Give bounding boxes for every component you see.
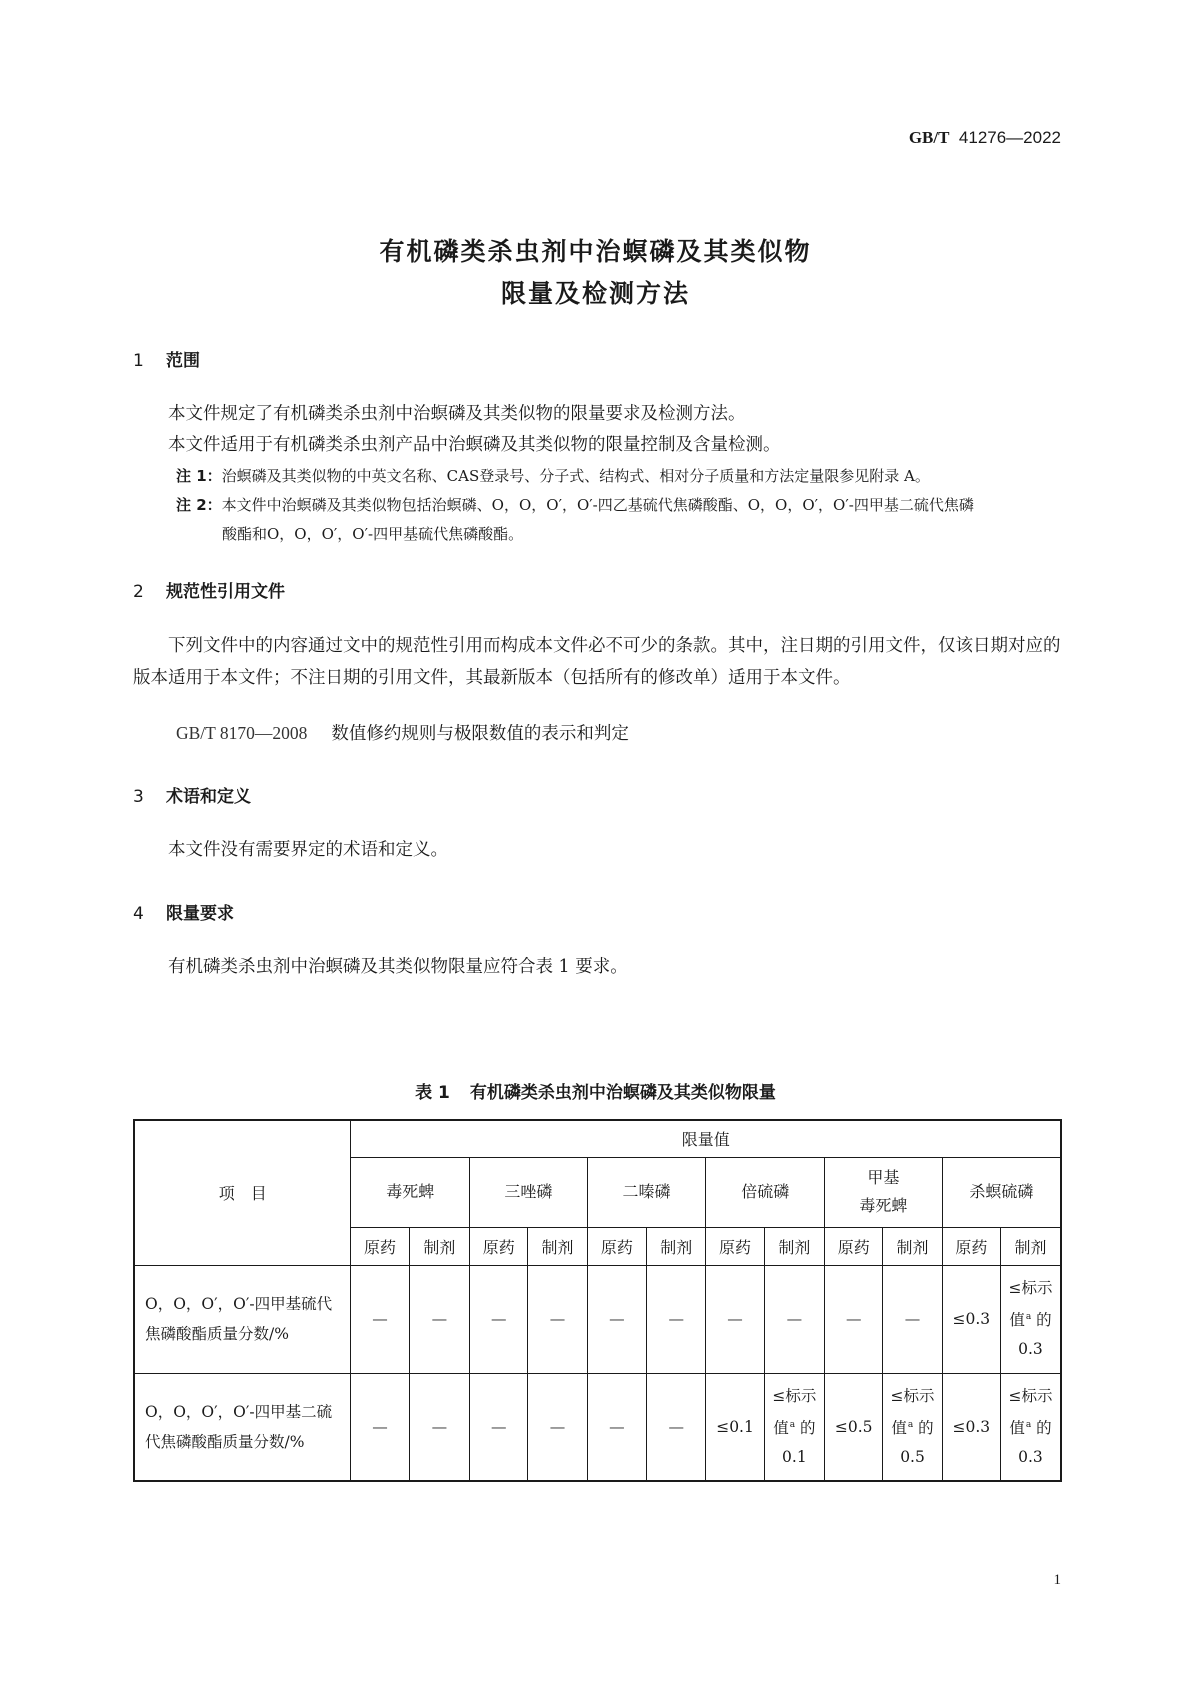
- limit-header: 限量值: [351, 1120, 1061, 1157]
- section-1-heading: 1 范围: [133, 351, 200, 371]
- table-cell: —: [351, 1373, 409, 1481]
- row-item-label: O，O，O′，O′-四甲基二硫代焦磷酸酯质量分数/%: [134, 1373, 351, 1481]
- product-header: 三唑磷: [470, 1157, 588, 1227]
- table-cell: —: [409, 1373, 469, 1481]
- table-cell: ≤标示 值$^a$ 的 0.5: [883, 1373, 942, 1481]
- sub-header-technical: 原药: [587, 1227, 646, 1265]
- table-cell: ≤0.1: [706, 1373, 764, 1481]
- table-cell: —: [470, 1373, 528, 1481]
- limits-table: [133, 1119, 1062, 1482]
- standard-number: GB/T 41276—2022: [908, 128, 1061, 147]
- section-1-para-2: 本文件适用于有机磷类杀虫剂产品中治螟磷及其类似物的限量控制及含量检测。: [168, 435, 781, 455]
- section-3-heading: 3 术语和定义: [133, 787, 251, 807]
- table-cell: ≤标示 值$^a$ 的 0.3: [1000, 1265, 1061, 1373]
- normative-reference: GB/T 8170—2008 数值修约规则与极限数值的表示和判定: [176, 723, 629, 744]
- table-cell: —: [587, 1373, 646, 1481]
- sub-header-formulation: 制剂: [1000, 1227, 1061, 1265]
- sub-header-technical: 原药: [825, 1227, 883, 1265]
- table-cell: —: [647, 1373, 706, 1481]
- table-cell: —: [470, 1265, 528, 1373]
- table-cell: ≤0.3: [942, 1373, 1000, 1481]
- row-item-label: O，O，O′，O′-四甲基硫代焦磷酸酯质量分数/%: [134, 1265, 351, 1373]
- sub-header-formulation: 制剂: [647, 1227, 706, 1265]
- section-2-heading: 2 规范性引用文件: [133, 582, 285, 602]
- section-4-heading: 4 限量要求: [133, 904, 234, 924]
- section-2-para-1: 下列文件中的内容通过文中的规范性引用而构成本文件必不可少的条款。其中，注日期的引用文件，仅该日期对应的版本适用于本文件；不注日期的引用文件，其最新版本（包括所有的修改单）适用于本文件。: [133, 636, 1061, 688]
- note-1: 注 1：治螟磷及其类似物的中英文名称、CAS登录号、分子式、结构式、相对分子质量和方法定量限参见附录 A。: [176, 467, 930, 485]
- sub-header-technical: 原药: [942, 1227, 1000, 1265]
- table-cell: —: [706, 1265, 764, 1373]
- section-1-para-1: 本文件规定了有机磷类杀虫剂中治螟磷及其类似物的限量要求及检测方法。: [168, 404, 746, 424]
- table-cell: —: [647, 1265, 706, 1373]
- sub-header-technical: 原药: [470, 1227, 528, 1265]
- sub-header-formulation: 制剂: [528, 1227, 587, 1265]
- sub-header-formulation: 制剂: [409, 1227, 469, 1265]
- table-cell: ≤标示 值$^a$ 的 0.3: [1000, 1373, 1061, 1481]
- product-header: 杀螟硫磷: [942, 1157, 1061, 1227]
- table-cell: —: [883, 1265, 942, 1373]
- table-cell: —: [764, 1265, 824, 1373]
- table-cell: —: [825, 1265, 883, 1373]
- sub-header-formulation: 制剂: [883, 1227, 942, 1265]
- product-header: 甲基 毒死蜱: [825, 1157, 943, 1227]
- page-number: 1: [1053, 1572, 1061, 1588]
- document-title-line2: 限量及检测方法: [500, 279, 690, 308]
- table-cell: —: [409, 1265, 469, 1373]
- table-cell: —: [587, 1265, 646, 1373]
- note-2: 注 2：本文件中治螟磷及其类似物包括治螟磷、O，O，O′，O′-四乙基硫代焦磷酸酯、O，O，O′，O′-四甲基二硫代焦磷 酸酯和O，O，O′，O′-四甲基硫代焦磷酸酯。: [176, 496, 974, 543]
- product-header: 二嗪磷: [587, 1157, 706, 1227]
- sub-header-technical: 原药: [706, 1227, 764, 1265]
- sub-header-formulation: 制剂: [764, 1227, 824, 1265]
- table-caption: 表 1 有机磷类杀虫剂中治螟磷及其类似物限量: [415, 1083, 776, 1103]
- section-4-para-1: 有机磷类杀虫剂中治螟磷及其类似物限量应符合表 1 要求。: [168, 957, 628, 977]
- table-cell: —: [528, 1265, 587, 1373]
- table-cell: ≤0.5: [825, 1373, 883, 1481]
- document-title-line1: 有机磷类杀虫剂中治螟磷及其类似物: [379, 237, 812, 266]
- product-header: 毒死蜱: [351, 1157, 470, 1227]
- table-cell: —: [351, 1265, 409, 1373]
- section-3-para-1: 本文件没有需要界定的术语和定义。: [168, 840, 448, 860]
- item-header: 项 目: [134, 1120, 351, 1265]
- table-cell: ≤0.3: [942, 1265, 1000, 1373]
- table-cell: ≤标示 值$^a$ 的 0.1: [764, 1373, 824, 1481]
- sub-header-technical: 原药: [351, 1227, 409, 1265]
- table-cell: —: [528, 1373, 587, 1481]
- product-header: 倍硫磷: [706, 1157, 825, 1227]
